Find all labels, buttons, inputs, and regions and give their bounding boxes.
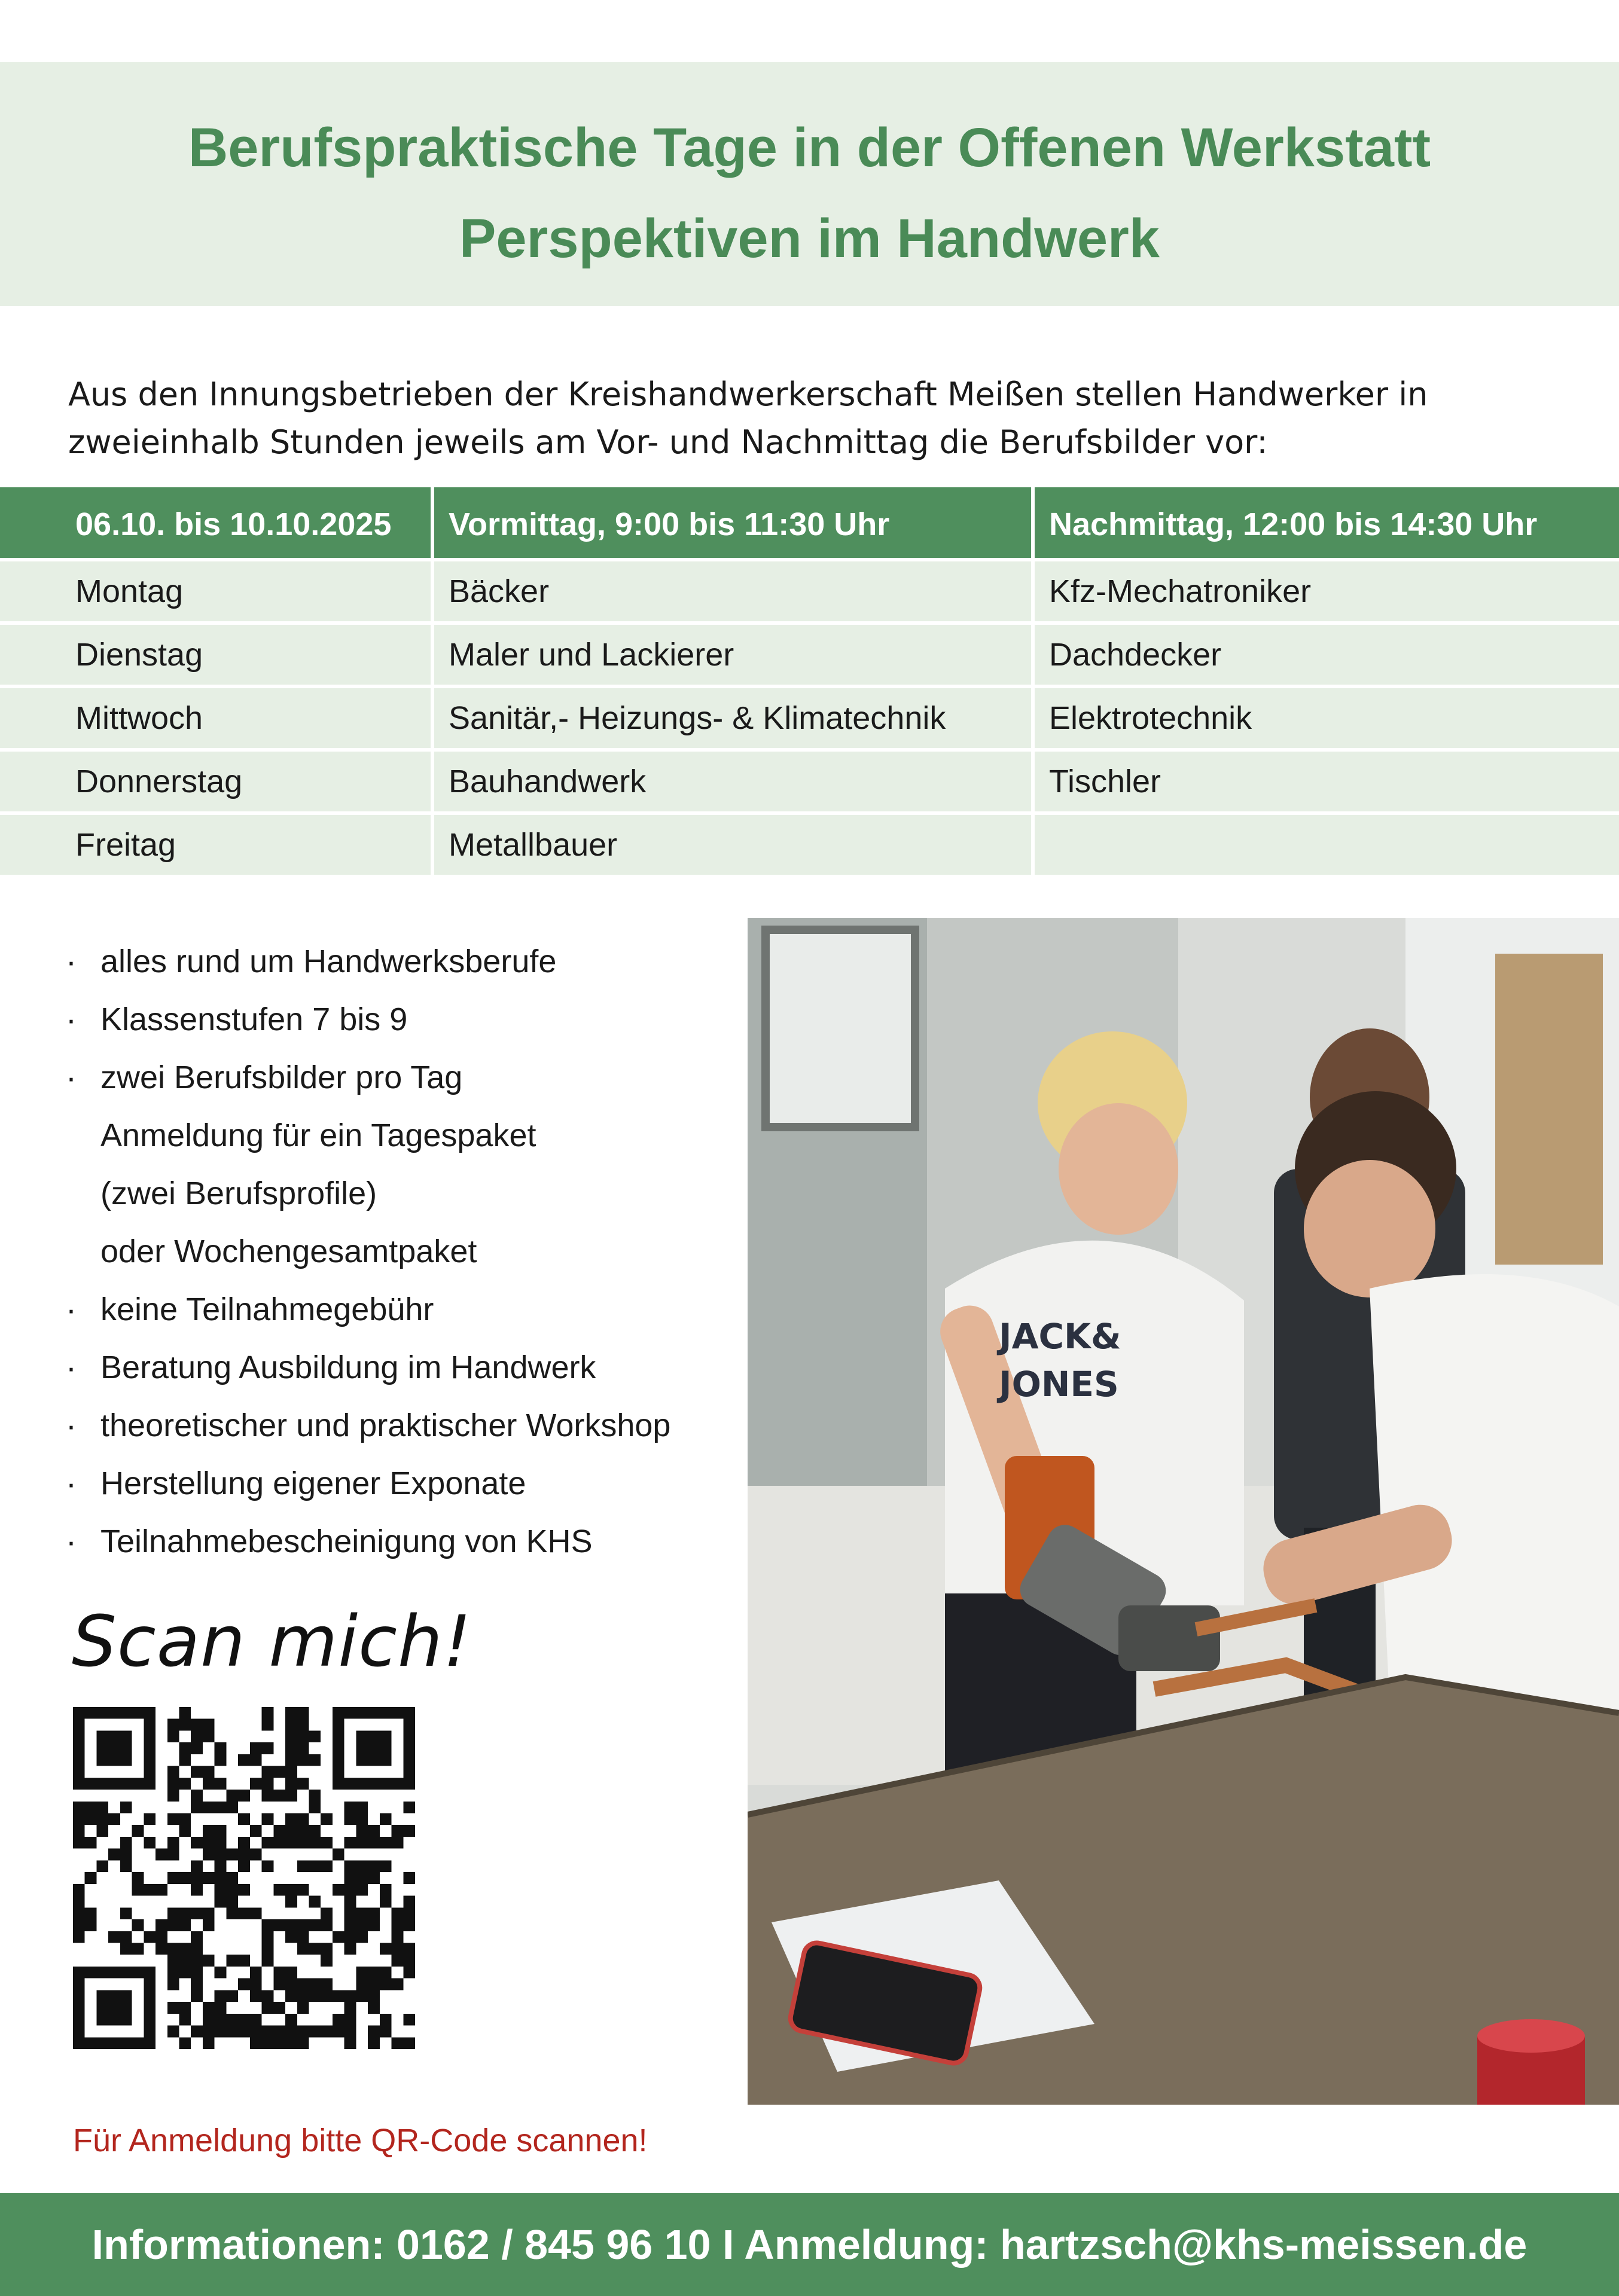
bullet-icon: · bbox=[66, 1292, 77, 1327]
intro-line: Aus den Innungsbetrieben der Kreishandwerkerschaft Meißen stellen Handwerker in bbox=[68, 375, 1428, 413]
bullet-icon: · bbox=[66, 1349, 77, 1385]
workshop-photo-illustration bbox=[748, 918, 1619, 2105]
morning-trade-cell: Sanitär,- Heizungs- & Klimatechnik bbox=[434, 688, 1031, 748]
day-cell: Mittwoch bbox=[0, 688, 431, 748]
day-cell: Donnerstag bbox=[0, 752, 431, 811]
morning-trade-cell: Metallbauer bbox=[434, 815, 1031, 875]
column-header-morning: Vormittag, 9:00 bis 11:30 Uhr bbox=[434, 487, 1031, 558]
bullet-icon: · bbox=[66, 1002, 77, 1037]
morning-trade-cell: Maler und Lackierer bbox=[434, 625, 1031, 685]
feature-item bbox=[66, 1513, 760, 1571]
feature-text: Herstellung eigener Exponate bbox=[100, 1465, 526, 1501]
afternoon-trade-cell: Kfz-Mechatroniker bbox=[1035, 561, 1619, 621]
table-row bbox=[0, 625, 1619, 688]
table-header-row bbox=[0, 487, 1619, 561]
contact-footer: Informationen: 0162 / 845 96 10 I Anmeldung: hartzsch@khs-meissen.de bbox=[0, 2193, 1619, 2296]
afternoon-trade-cell: Dachdecker bbox=[1035, 625, 1619, 685]
table-row bbox=[0, 815, 1619, 878]
page-subtitle: Perspektiven im Handwerk bbox=[459, 208, 1160, 269]
feature-text: zwei Berufsbilder pro Tag bbox=[100, 1060, 463, 1095]
feature-text: Anmeldung für ein Tagespaket bbox=[100, 1118, 536, 1153]
feature-item bbox=[66, 1455, 760, 1513]
feature-text: oder Wochengesamtpaket bbox=[100, 1234, 477, 1269]
afternoon-trade-cell: Elektrotechnik bbox=[1035, 688, 1619, 748]
workshop-photo bbox=[748, 918, 1619, 2105]
column-header-dates: 06.10. bis 10.10.2025 bbox=[0, 487, 431, 558]
table-row bbox=[0, 752, 1619, 815]
feature-text: alles rund um Handwerksberufe bbox=[100, 944, 557, 979]
column-header-afternoon: Nachmittag, 12:00 bis 14:30 Uhr bbox=[1035, 487, 1619, 558]
title-banner bbox=[0, 62, 1619, 306]
shirt-print-line: JONES bbox=[999, 1364, 1119, 1405]
feature-list bbox=[66, 933, 760, 1571]
feature-text: Teilnahmebescheinigung von KHS bbox=[100, 1523, 593, 1559]
day-cell: Dienstag bbox=[0, 625, 431, 685]
feature-text: Beratung Ausbildung im Handwerk bbox=[100, 1349, 596, 1385]
bullet-icon: · bbox=[66, 944, 77, 979]
morning-trade-cell: Bauhandwerk bbox=[434, 752, 1031, 811]
page-title: Berufspraktische Tage in der Offenen Werkstatt bbox=[188, 117, 1431, 178]
feature-text: Klassenstufen 7 bis 9 bbox=[100, 1002, 408, 1037]
feature-item bbox=[66, 1107, 760, 1165]
feature-item bbox=[66, 1223, 760, 1281]
feature-item bbox=[66, 1397, 760, 1455]
signup-note: Für Anmeldung bitte QR-Code scannen! bbox=[73, 2123, 648, 2158]
feature-text: theoretischer und praktischer Workshop bbox=[100, 1407, 671, 1443]
table-row bbox=[0, 561, 1619, 625]
feature-item bbox=[66, 1339, 760, 1397]
feature-text: keine Teilnahmegebühr bbox=[100, 1292, 434, 1327]
afternoon-trade-cell: Tischler bbox=[1035, 752, 1619, 811]
shirt-print-line: JACK& bbox=[999, 1316, 1121, 1357]
scan-label: Scan mich! bbox=[72, 1600, 472, 1683]
table-row bbox=[0, 688, 1619, 752]
feature-item bbox=[66, 1165, 760, 1223]
afternoon-trade-cell bbox=[1035, 815, 1619, 875]
morning-trade-cell: Bäcker bbox=[434, 561, 1031, 621]
feature-item bbox=[66, 1049, 760, 1107]
feature-item bbox=[66, 933, 760, 991]
day-cell: Montag bbox=[0, 561, 431, 621]
feature-item bbox=[66, 991, 760, 1049]
bullet-icon: · bbox=[66, 1523, 77, 1559]
intro-line: zweieinhalb Stunden jeweils am Vor- und Nachmittag die Berufsbilder vor: bbox=[68, 423, 1268, 461]
feature-text: (zwei Berufsprofile) bbox=[100, 1176, 377, 1211]
schedule-table bbox=[0, 487, 1619, 878]
registration-qr-code[interactable] bbox=[73, 1707, 415, 2049]
bullet-icon: · bbox=[66, 1465, 77, 1501]
intro-text bbox=[68, 371, 1563, 466]
day-cell: Freitag bbox=[0, 815, 431, 875]
bullet-icon: · bbox=[66, 1060, 77, 1095]
feature-item bbox=[66, 1281, 760, 1339]
bullet-icon: · bbox=[66, 1407, 77, 1443]
